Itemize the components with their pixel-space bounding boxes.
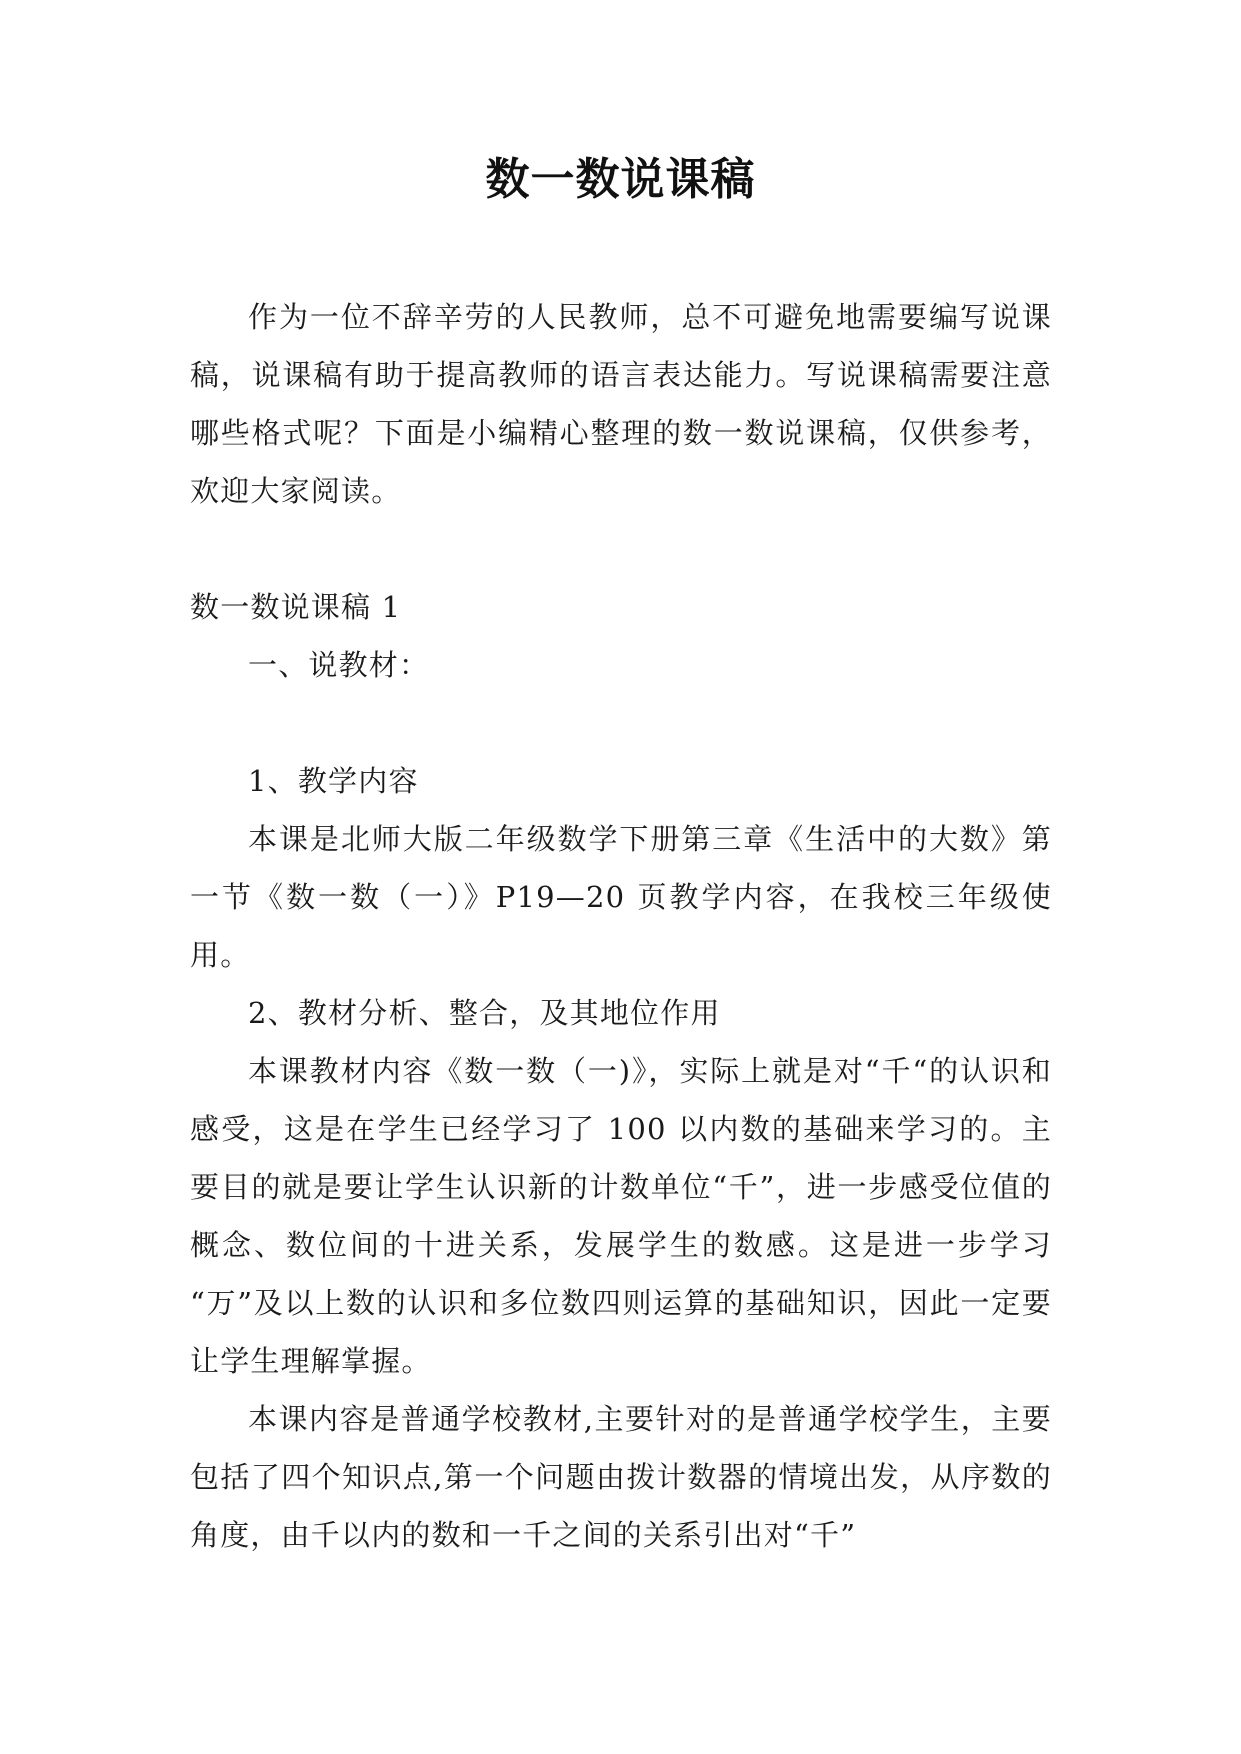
document-body <box>190 288 1052 1564</box>
item2-paragraph-2: 本课内容是普通学校教材,主要针对的是普通学校学生，主要包括了四个知识点,第一个问题由拨计数器的情境出发，从序数的角度，由千以内的数和一千之间的关系引出对“千” <box>190 1402 1052 1552</box>
item1-heading: 1、教学内容 <box>248 764 419 798</box>
part-one-heading: 一、说教材： <box>248 648 430 682</box>
intro-paragraph: 作为一位不辞辛劳的人民教师，总不可避免地需要编写说课稿，说课稿有助于提高教师的语言表达能力。写说课稿需要注意哪些格式呢？下面是小编精心整理的数一数说课稿，仅供参考，欢迎大家阅读。 <box>190 300 1052 508</box>
item2-paragraph-1: 本课教材内容《数一数（一)》，实际上就是对“千“的认识和感受，这是在学生已经学习了 100 以内数的基础来学习的。主要目的就是要让学生认识新的计数单位“千”，进一步感受位值的概念、数位间的十进关系，发展学生的数感。这是进一步学习 “万”及以上数的认识和多位数四则运算的基础知识，因此一定要让学生理解掌握。 <box>190 1054 1052 1378</box>
section-heading: 数一数说课稿 1 <box>190 590 402 624</box>
item1-paragraph: 本课是北师大版二年级数学下册第三章《生活中的大数》第一节《数一数（一）》P19—20 页教学内容，在我校三年级使用。 <box>190 822 1052 972</box>
item2-heading: 2、教材分析、整合，及其地位作用 <box>248 996 721 1030</box>
document-title: 数一数说课稿 <box>485 154 756 205</box>
